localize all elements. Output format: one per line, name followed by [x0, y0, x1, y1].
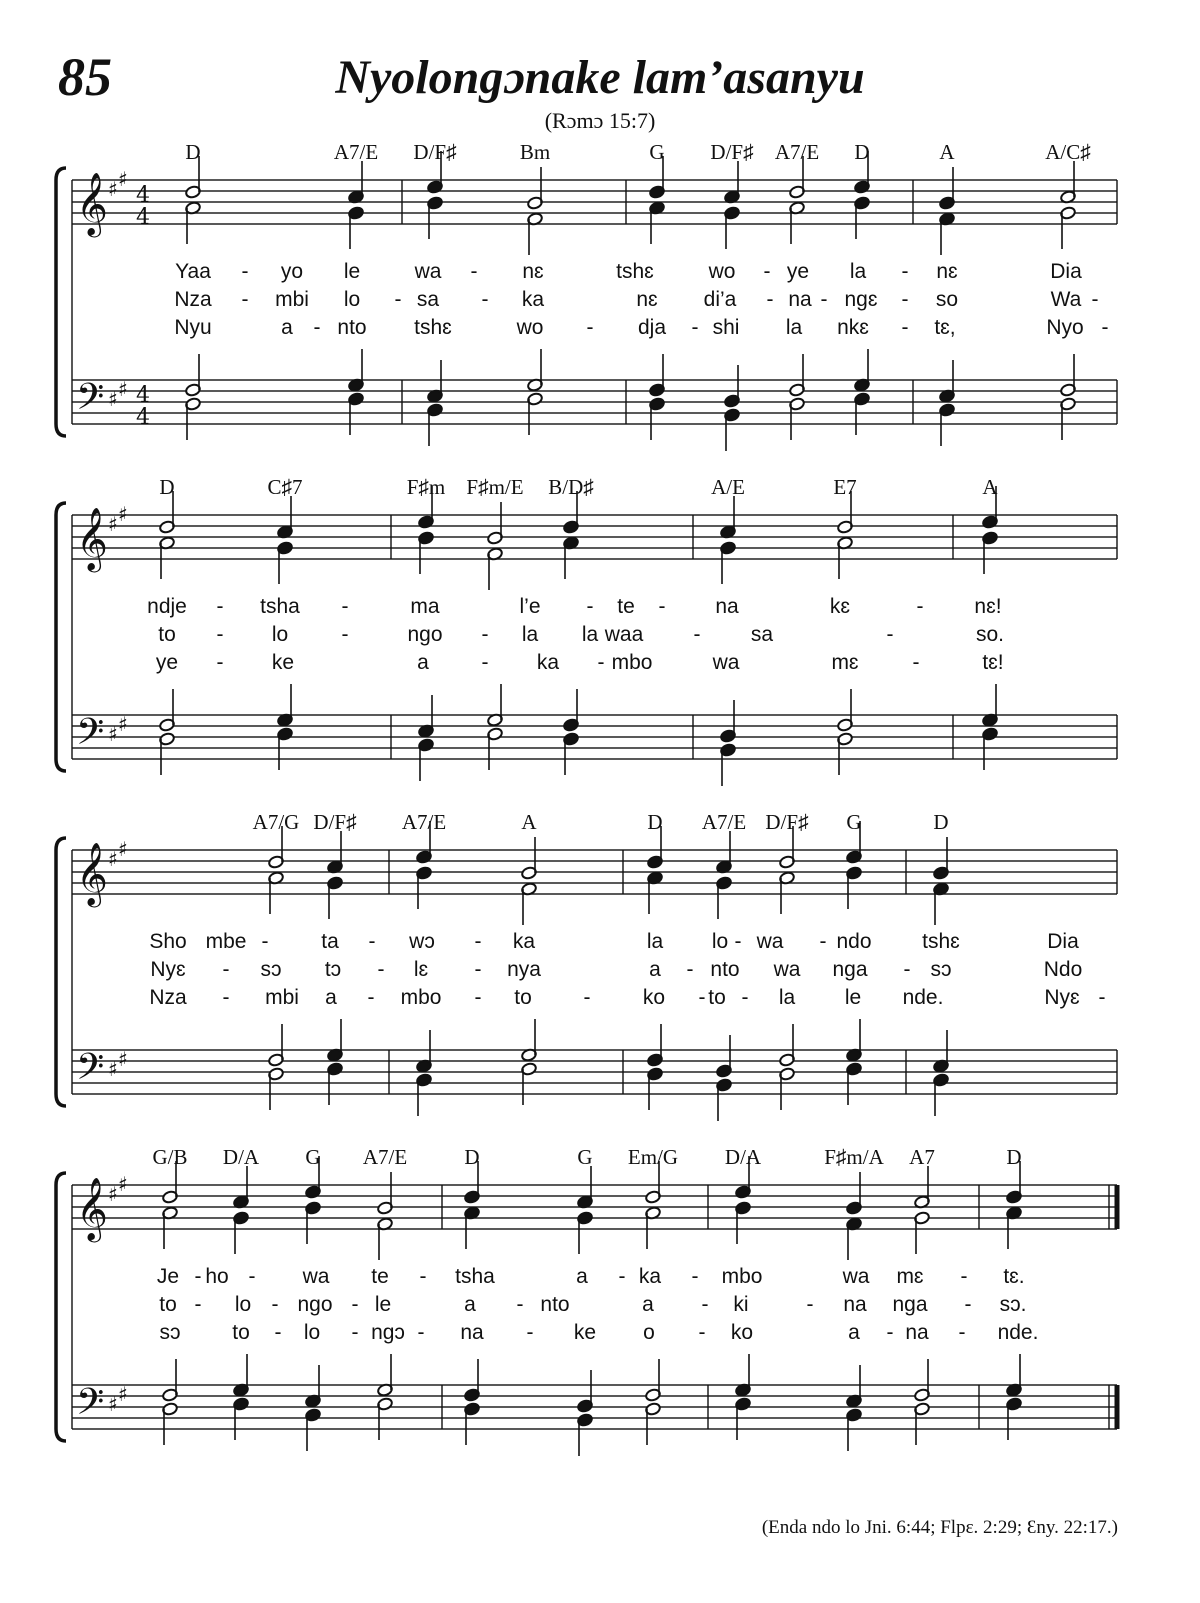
time-signature-icon: 4 — [136, 383, 150, 408]
syllable-hyphen: - — [1091, 288, 1099, 311]
lyric-syllable: lɛ — [413, 958, 429, 981]
key-signature-sharp-icon: ♯ — [108, 1182, 118, 1206]
lyric-syllable: Nyɛ — [150, 958, 186, 981]
scripture-reference: (Rɔmɔ 15:7) — [544, 108, 656, 133]
lyric-syllable: a — [848, 1321, 860, 1344]
lyric-syllable: mbi — [275, 288, 309, 311]
chord-symbol: Bm — [519, 140, 551, 164]
syllable-hyphen: - — [1101, 316, 1109, 339]
lyric-syllable: ke — [573, 1321, 597, 1344]
treble-clef-icon: 𝄞 — [76, 507, 108, 570]
lyric-syllable: ka — [521, 288, 545, 311]
chord-symbol: D — [185, 140, 201, 164]
chord-symbol: D/F♯ — [313, 810, 357, 834]
lyric-syllable: la — [646, 930, 664, 953]
system-2 — [0, 475, 1200, 795]
lyric-syllable: tsha — [260, 595, 300, 618]
syllable-hyphen: - — [271, 1293, 279, 1316]
lyric-syllable: na — [788, 288, 812, 311]
syllable-hyphen: - — [367, 986, 375, 1009]
lyric-syllable: tsha — [455, 1265, 495, 1288]
lyric-syllable: a — [649, 958, 661, 981]
syllable-hyphen: - — [216, 595, 224, 618]
chord-symbol: G — [305, 1145, 321, 1169]
lyric-syllable: mbo — [400, 986, 442, 1009]
treble-clef-icon: 𝄞 — [76, 842, 108, 905]
syllable-hyphen: - — [526, 1321, 534, 1344]
chord-symbol: D/F♯ — [765, 810, 809, 834]
lyric-syllable: wa — [712, 651, 740, 674]
lyric-syllable: a — [642, 1293, 654, 1316]
lyric-syllable: la — [785, 316, 803, 339]
syllable-hyphen: - — [618, 1265, 626, 1288]
syllable-hyphen: - — [419, 1265, 427, 1288]
syllable-hyphen: - — [222, 958, 230, 981]
system-bracket — [56, 503, 66, 771]
treble-clef-icon: 𝄞 — [76, 1177, 108, 1240]
lyric-syllable: nya — [507, 958, 541, 981]
key-signature-sharp-icon: ♯ — [118, 377, 128, 401]
syllable-hyphen: - — [806, 1293, 814, 1316]
lyric-syllable: mɛ — [896, 1265, 924, 1288]
syllable-hyphen: - — [597, 651, 605, 674]
syllable-hyphen: - — [417, 1321, 425, 1344]
lyric-syllable: a — [325, 986, 337, 1009]
lyric-syllable: ko — [642, 986, 666, 1009]
syllable-hyphen: - — [586, 595, 594, 618]
syllable-hyphen: - — [916, 595, 924, 618]
lyric-syllable: tshɛ — [922, 930, 960, 953]
syllable-hyphen: - — [763, 260, 771, 283]
lyric-syllable: na — [905, 1321, 929, 1344]
chord-symbol: D — [647, 810, 663, 834]
lyric-syllable: lo — [343, 288, 361, 311]
lyric-syllable: nde. — [902, 986, 944, 1009]
syllable-hyphen: - — [474, 958, 482, 981]
syllable-hyphen: - — [658, 595, 666, 618]
syllable-hyphen: - — [274, 1321, 282, 1344]
lyric-syllable: wa — [302, 1265, 330, 1288]
lyric-syllable: wo — [516, 316, 544, 339]
lyric-syllable: nde. — [997, 1321, 1039, 1344]
lyric-syllable: Dia — [1047, 930, 1079, 953]
key-signature-sharp-icon: ♯ — [108, 722, 118, 746]
hymn-number: 85 — [58, 47, 112, 107]
syllable-hyphen: - — [216, 651, 224, 674]
key-signature-sharp-icon: ♯ — [108, 387, 118, 411]
lyric-syllable: le — [374, 1293, 392, 1316]
syllable-hyphen: - — [734, 930, 742, 953]
syllable-hyphen: - — [474, 930, 482, 953]
lyric-syllable: ndo — [836, 930, 872, 953]
key-signature-sharp-icon: ♯ — [108, 847, 118, 871]
lyric-syllable: wa — [773, 958, 801, 981]
syllable-hyphen: - — [481, 623, 489, 646]
lyric-syllable: wo — [708, 260, 736, 283]
chord-symbol: F♯m/A — [824, 1145, 884, 1169]
lyric-syllable: mɛ — [831, 651, 859, 674]
syllable-hyphen: - — [686, 958, 694, 981]
syllable-hyphen: - — [474, 986, 482, 1009]
key-signature-sharp-icon: ♯ — [118, 1047, 128, 1071]
lyric-syllable: to — [159, 1293, 177, 1316]
syllable-hyphen: - — [261, 930, 269, 953]
lyric-syllable: sɔ. — [999, 1293, 1027, 1316]
lyric-syllable: ngo — [297, 1293, 333, 1316]
chord-symbol: A7 — [909, 1145, 935, 1169]
key-signature-sharp-icon: ♯ — [108, 1057, 118, 1081]
lyric-syllable: a — [464, 1293, 476, 1316]
chord-symbol: D/F♯ — [710, 140, 754, 164]
system-bracket — [56, 838, 66, 1106]
syllable-hyphen: - — [368, 930, 376, 953]
lyric-syllable: shi — [712, 316, 740, 339]
lyric-syllable: sa — [750, 623, 774, 646]
bass-clef-icon: 𝄢 — [76, 1381, 105, 1432]
lyric-syllable: te — [617, 595, 635, 618]
lyric-syllable: mbi — [265, 986, 299, 1009]
lyric-syllable: na — [460, 1321, 484, 1344]
lyric-syllable: wɔ — [409, 930, 435, 953]
lyric-syllable: mbo — [721, 1265, 763, 1288]
lyric-syllable: na — [715, 595, 739, 618]
chord-symbol: C♯7 — [267, 475, 303, 499]
chord-symbol: A7/E — [774, 140, 820, 164]
syllable-hyphen: - — [583, 986, 591, 1009]
treble-clef-icon: 𝄞 — [76, 172, 108, 235]
lyric-syllable: Nza — [149, 986, 187, 1009]
syllable-hyphen: - — [901, 288, 909, 311]
syllable-hyphen: - — [701, 1293, 709, 1316]
lyric-syllable: ngo — [407, 623, 443, 646]
chord-symbol: D — [854, 140, 870, 164]
chord-symbol: A — [939, 140, 955, 164]
lyric-syllable: tshɛ — [414, 316, 452, 339]
bass-clef-icon: 𝄢 — [76, 376, 105, 427]
lyric-syllable: ko — [730, 1321, 754, 1344]
syllable-hyphen: - — [351, 1321, 359, 1344]
syllable-hyphen: - — [222, 986, 230, 1009]
time-signature-icon: 4 — [136, 183, 150, 208]
lyric-syllable: Nza — [174, 288, 212, 311]
syllable-hyphen: - — [470, 260, 478, 283]
lyric-syllable: nkɛ — [837, 316, 869, 339]
syllable-hyphen: - — [698, 1321, 706, 1344]
chord-symbol: F♯m — [406, 475, 446, 499]
chord-symbol: D/A — [222, 1145, 260, 1169]
key-signature-sharp-icon: ♯ — [118, 502, 128, 526]
lyric-syllable: to — [158, 623, 176, 646]
syllable-hyphen: - — [698, 986, 706, 1009]
system-3 — [0, 810, 1200, 1130]
chord-symbol: G — [846, 810, 862, 834]
chord-symbol: Em/G — [627, 1145, 679, 1169]
system-bracket — [56, 1173, 66, 1441]
syllable-hyphen: - — [820, 288, 828, 311]
syllable-hyphen: - — [481, 288, 489, 311]
key-signature-sharp-icon: ♯ — [118, 1382, 128, 1406]
lyric-syllable: la — [849, 260, 867, 283]
lyric-syllable: lo — [711, 930, 729, 953]
lyric-syllable: Nyo — [1046, 316, 1084, 339]
chord-symbol: G/B — [152, 1145, 188, 1169]
lyric-syllable: ye — [786, 260, 810, 283]
lyric-syllable: tɛ, — [934, 316, 956, 339]
lyric-syllable: ye — [155, 651, 179, 674]
syllable-hyphen: - — [693, 623, 701, 646]
chord-symbol: D/F♯ — [413, 140, 457, 164]
syllable-hyphen: - — [691, 316, 699, 339]
lyric-syllable: ke — [271, 651, 295, 674]
lyric-syllable: nga — [832, 958, 868, 981]
chord-symbol: D — [464, 1145, 480, 1169]
syllable-hyphen: - — [1098, 986, 1106, 1009]
lyric-syllable: le — [343, 260, 361, 283]
lyric-syllable: ma — [410, 595, 440, 618]
lyric-syllable: ndje — [147, 595, 187, 618]
lyric-syllable: la — [778, 986, 796, 1009]
chord-symbol: D/A — [724, 1145, 762, 1169]
chord-symbol: G — [649, 140, 665, 164]
chord-symbol: A7/E — [333, 140, 379, 164]
lyric-syllable: di’a — [703, 288, 737, 311]
lyric-syllable: Wa — [1050, 288, 1082, 311]
chord-symbol: A7/E — [362, 1145, 408, 1169]
footnote: (Enda ndo lo Jni. 6:44; Flpɛ. 2:29; Ɛny. 22:17.) — [761, 1517, 1118, 1538]
chord-symbol: D — [933, 810, 949, 834]
hymn-title: Nyolongɔnake lam’asanyu — [335, 51, 865, 104]
lyric-syllable: tɔ — [324, 958, 342, 981]
chord-symbol: E7 — [833, 475, 857, 499]
lyric-syllable: so — [935, 288, 959, 311]
lyric-syllable: tɛ! — [982, 651, 1004, 674]
syllable-hyphen: - — [377, 958, 385, 981]
syllable-hyphen: - — [241, 288, 249, 311]
syllable-hyphen: - — [691, 1265, 699, 1288]
key-signature-sharp-icon: ♯ — [118, 712, 128, 736]
chord-symbol: A — [521, 810, 537, 834]
chord-symbol: G — [577, 1145, 593, 1169]
lyric-syllable: nɛ! — [974, 595, 1002, 618]
lyric-syllable: tshɛ — [616, 260, 654, 283]
syllable-hyphen: - — [216, 623, 224, 646]
chord-symbol: A/E — [711, 475, 745, 499]
lyric-syllable: Dia — [1050, 260, 1082, 283]
syllable-hyphen: - — [958, 1321, 966, 1344]
key-signature-sharp-icon: ♯ — [118, 1172, 128, 1196]
lyric-syllable: tɛ. — [1003, 1265, 1025, 1288]
lyric-syllable: ngɔ — [371, 1321, 405, 1344]
syllable-hyphen: - — [964, 1293, 972, 1316]
lyric-syllable: nto — [540, 1293, 570, 1316]
lyric-syllable: to — [514, 986, 532, 1009]
key-signature-sharp-icon: ♯ — [108, 512, 118, 536]
lyric-syllable: waa — [604, 623, 644, 646]
key-signature-sharp-icon: ♯ — [118, 837, 128, 861]
lyric-syllable: wa — [842, 1265, 870, 1288]
lyric-syllable: le — [844, 986, 862, 1009]
syllable-hyphen: - — [516, 1293, 524, 1316]
syllable-hyphen: - — [886, 623, 894, 646]
lyric-syllable: wa — [414, 260, 442, 283]
lyric-syllable: Sho — [149, 930, 187, 953]
lyric-syllable: Nyu — [174, 316, 212, 339]
lyric-syllable: lo — [234, 1293, 252, 1316]
time-signature-icon: 4 — [136, 405, 150, 430]
bass-clef-icon: 𝄢 — [76, 1046, 105, 1097]
chord-symbol: D — [159, 475, 175, 499]
syllable-hyphen: - — [901, 316, 909, 339]
lyric-syllable: to — [232, 1321, 250, 1344]
lyric-syllable: sa — [416, 288, 440, 311]
key-signature-sharp-icon: ♯ — [108, 1392, 118, 1416]
time-signature-icon: 4 — [136, 205, 150, 230]
syllable-hyphen: - — [901, 260, 909, 283]
syllable-hyphen: - — [819, 930, 827, 953]
system-4 — [0, 1145, 1200, 1465]
chord-symbol: A7/E — [401, 810, 447, 834]
lyric-syllable: mbe — [205, 930, 247, 953]
lyric-syllable: sɔ — [159, 1321, 181, 1344]
lyric-syllable: Yaa — [175, 260, 211, 283]
lyric-syllable: sɔ — [260, 958, 282, 981]
syllable-hyphen: - — [313, 316, 321, 339]
lyric-syllable: to — [708, 986, 726, 1009]
chord-symbol: D — [1006, 1145, 1022, 1169]
lyric-syllable: nɛ — [936, 260, 958, 283]
lyric-syllable: yo — [280, 260, 304, 283]
lyric-syllable: nɛ — [636, 288, 658, 311]
syllable-hyphen: - — [351, 1293, 359, 1316]
syllable-hyphen: - — [481, 651, 489, 674]
syllable-hyphen: - — [886, 1321, 894, 1344]
key-signature-sharp-icon: ♯ — [118, 167, 128, 191]
lyric-syllable: nto — [337, 316, 367, 339]
lyric-syllable: Je — [156, 1265, 180, 1288]
chord-symbol: A7/G — [252, 810, 300, 834]
system-1 — [0, 140, 1200, 460]
lyric-syllable: a — [576, 1265, 588, 1288]
lyric-syllable: la — [581, 623, 599, 646]
lyric-syllable: ta — [321, 930, 339, 953]
lyric-syllable: nga — [892, 1293, 928, 1316]
lyric-syllable: l’e — [519, 595, 541, 618]
syllable-hyphen: - — [194, 1293, 202, 1316]
lyric-syllable: sɔ — [930, 958, 952, 981]
lyric-syllable: nɛ — [522, 260, 544, 283]
chord-symbol: A7/E — [701, 810, 747, 834]
syllable-hyphen: - — [341, 595, 349, 618]
bass-clef-icon: 𝄢 — [76, 711, 105, 762]
syllable-hyphen: - — [241, 260, 249, 283]
key-signature-sharp-icon: ♯ — [108, 177, 118, 201]
lyric-syllable: lo — [303, 1321, 321, 1344]
lyric-syllable: mbo — [611, 651, 653, 674]
lyric-syllable: kɛ — [829, 595, 851, 618]
syllable-hyphen: - — [960, 1265, 968, 1288]
lyric-syllable: la — [521, 623, 539, 646]
chord-symbol: F♯m/E — [466, 475, 524, 499]
lyric-syllable: nto — [710, 958, 740, 981]
syllable-hyphen: - — [903, 958, 911, 981]
lyric-syllable: a — [417, 651, 429, 674]
lyric-syllable: ka — [638, 1265, 662, 1288]
syllable-hyphen: - — [394, 288, 402, 311]
staff-graphics — [0, 475, 1200, 795]
lyric-syllable: ka — [512, 930, 536, 953]
lyric-syllable: na — [843, 1293, 867, 1316]
syllable-hyphen: - — [766, 288, 774, 311]
lyric-syllable: Nyɛ — [1044, 986, 1080, 1009]
system-bracket — [56, 168, 66, 436]
lyric-syllable: o — [643, 1321, 655, 1344]
lyric-syllable: ngɛ — [844, 288, 878, 311]
lyric-syllable: Ndo — [1043, 958, 1083, 981]
chord-symbol: B/D♯ — [548, 475, 594, 499]
lyric-syllable: ho — [205, 1265, 229, 1288]
lyric-syllable: lo — [271, 623, 289, 646]
lyric-syllable: te — [371, 1265, 389, 1288]
lyric-syllable: so. — [975, 623, 1005, 646]
syllable-hyphen: - — [586, 316, 594, 339]
lyric-syllable: ki — [733, 1293, 749, 1316]
syllable-hyphen: - — [741, 986, 749, 1009]
lyric-syllable: a — [281, 316, 293, 339]
syllable-hyphen: - — [194, 1265, 202, 1288]
lyric-syllable: dja — [637, 316, 667, 339]
syllable-hyphen: - — [341, 623, 349, 646]
lyric-syllable: ka — [536, 651, 560, 674]
syllable-hyphen: - — [248, 1265, 256, 1288]
syllable-hyphen: - — [912, 651, 920, 674]
lyric-syllable: wa — [756, 930, 784, 953]
chord-symbol: A/C♯ — [1045, 140, 1091, 164]
chord-symbol: A — [982, 475, 998, 499]
